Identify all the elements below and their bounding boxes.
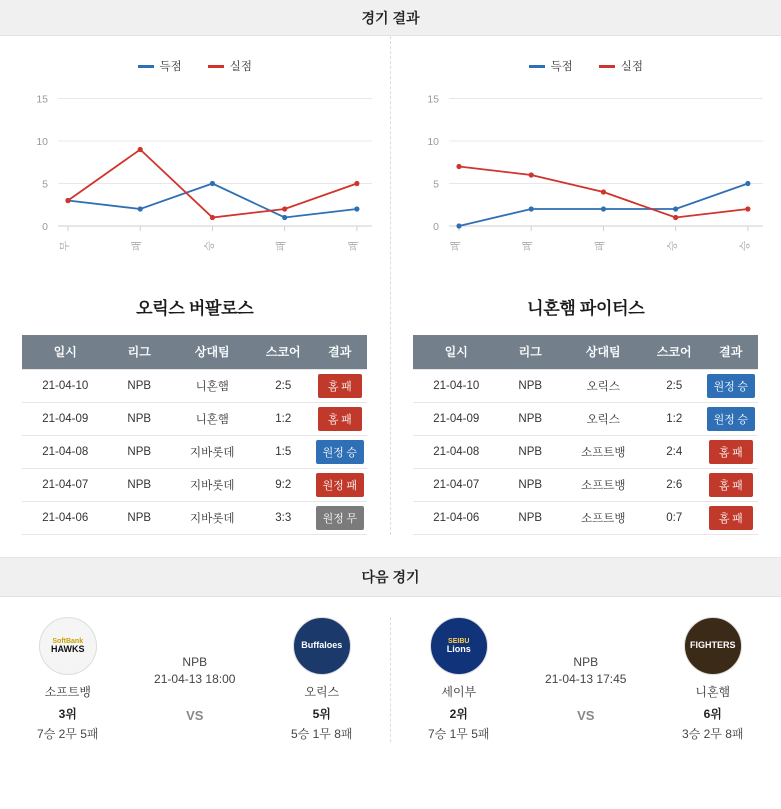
result-score: 2:5	[254, 369, 312, 402]
result-league: NPB	[108, 369, 170, 402]
table-row	[413, 402, 758, 435]
result-cell	[703, 402, 758, 435]
legend-swatch-scored-icon	[529, 65, 545, 68]
legend-label-conceded: 실점	[229, 61, 252, 73]
result-opponent: 소프트뱅	[561, 501, 645, 534]
result-league: NPB	[499, 402, 561, 435]
svg-text:패: 패	[521, 240, 534, 252]
status-badge: 홈 패	[318, 374, 362, 398]
result-date: 21-04-10	[413, 369, 499, 402]
team-panels	[0, 36, 781, 535]
svg-text:승: 승	[666, 240, 679, 252]
result-league: NPB	[108, 501, 170, 534]
team-rank: 6위	[703, 706, 722, 721]
result-score: 1:2	[254, 402, 312, 435]
vs-label: VS	[577, 707, 595, 723]
vs-label: VS	[186, 707, 204, 723]
result-opponent: 소프트뱅	[561, 468, 645, 501]
svg-text:패: 패	[593, 240, 606, 252]
next-game-right[interactable]	[391, 617, 781, 742]
chart-right	[391, 76, 781, 276]
result-score: 2:4	[645, 435, 703, 468]
result-date: 21-04-08	[413, 435, 499, 468]
next-games-section-title: 다음 경기	[361, 568, 420, 585]
legend-item-conceded	[599, 58, 643, 74]
table-header-row	[22, 335, 367, 369]
legend-swatch-scored-icon	[138, 65, 154, 68]
svg-text:무: 무	[59, 240, 71, 252]
col-header-result: 결과	[312, 335, 367, 369]
status-badge: 원정 무	[316, 506, 364, 530]
next-game-meta	[523, 617, 649, 723]
table-row	[413, 435, 758, 468]
status-badge: 원정 승	[316, 440, 364, 464]
legend-item-scored	[138, 58, 182, 74]
team-record: 3승 2무 8패	[682, 726, 744, 741]
team-record: 7승 2무 5패	[37, 726, 99, 741]
col-header-score: 스코어	[254, 335, 312, 369]
team-logo-icon: SEIBU Lions	[430, 617, 488, 675]
results-table-left	[22, 335, 367, 535]
status-badge: 원정 승	[707, 407, 755, 431]
team-name: 세이부	[441, 684, 477, 699]
team-logo-icon: SoftBank HAWKS	[39, 617, 97, 675]
table-header-row	[413, 335, 758, 369]
team-rank: 3위	[58, 706, 77, 721]
result-score: 1:5	[254, 435, 312, 468]
league-label: NPB	[573, 654, 599, 669]
result-date: 21-04-07	[22, 468, 108, 501]
team-record: 7승 1무 5패	[428, 726, 490, 741]
team-logo-icon: FIGHTERS	[684, 617, 742, 675]
svg-text:패: 패	[449, 240, 462, 252]
svg-text:5: 5	[42, 178, 48, 191]
col-header-league: 리그	[499, 335, 561, 369]
chart-left	[0, 76, 390, 276]
result-cell	[312, 501, 367, 534]
status-badge: 홈 패	[709, 473, 753, 497]
next-game-left[interactable]	[0, 617, 391, 742]
svg-text:5: 5	[432, 178, 439, 191]
team-rank: 2위	[449, 706, 468, 721]
svg-text:패: 패	[131, 240, 144, 252]
table-row	[22, 402, 367, 435]
result-score: 9:2	[254, 468, 312, 501]
svg-text:패: 패	[275, 240, 288, 252]
svg-text:15: 15	[426, 93, 439, 106]
result-league: NPB	[499, 501, 561, 534]
team-rank: 5위	[312, 706, 331, 721]
result-score: 3:3	[254, 501, 312, 534]
result-cell	[703, 369, 758, 402]
col-header-league: 리그	[108, 335, 170, 369]
result-score: 1:2	[645, 402, 703, 435]
result-cell	[312, 369, 367, 402]
result-league: NPB	[499, 369, 561, 402]
team-record: 5승 1무 8패	[291, 726, 353, 741]
result-cell	[312, 402, 367, 435]
team-name: 소프트뱅	[44, 684, 91, 699]
team-logo-icon: Buffaloes	[293, 617, 351, 675]
result-date: 21-04-09	[413, 402, 499, 435]
team-name: 니혼햄	[695, 684, 731, 699]
table-row	[22, 435, 367, 468]
line-chart-oryx	[0, 76, 390, 276]
svg-text:10: 10	[36, 136, 48, 148]
svg-text:10: 10	[426, 136, 439, 148]
result-league: NPB	[108, 435, 170, 468]
svg-text:패: 패	[347, 240, 360, 252]
col-header-score: 스코어	[645, 335, 703, 369]
team-panel-right	[391, 36, 781, 535]
legend-item-conceded	[208, 58, 252, 74]
col-header-date: 일시	[22, 335, 108, 369]
result-date: 21-04-08	[22, 435, 108, 468]
svg-text:15: 15	[36, 93, 48, 106]
results-table-body-right	[413, 369, 758, 534]
result-score: 2:5	[645, 369, 703, 402]
team-title-left: 오릭스 버팔로스	[136, 299, 254, 318]
result-league: NPB	[108, 402, 170, 435]
status-badge: 원정 패	[316, 473, 364, 497]
next-games	[0, 597, 781, 742]
table-row	[413, 369, 758, 402]
chart-legend-right	[391, 36, 781, 76]
col-header-result: 결과	[703, 335, 758, 369]
status-badge: 홈 패	[318, 407, 362, 431]
legend-swatch-conceded-icon	[599, 65, 615, 68]
legend-label-scored: 득점	[550, 61, 573, 73]
results-section-header	[0, 0, 781, 36]
result-opponent: 지바롯데	[170, 435, 254, 468]
match-datetime: 21-04-13 17:45	[545, 671, 627, 686]
result-date: 21-04-10	[22, 369, 108, 402]
result-opponent: 오릭스	[561, 402, 645, 435]
table-row	[22, 501, 367, 534]
col-header-date: 일시	[413, 335, 499, 369]
result-opponent: 니혼햄	[170, 402, 254, 435]
league-label: NPB	[182, 654, 208, 669]
status-badge: 원정 승	[707, 374, 755, 398]
results-table-right	[413, 335, 758, 535]
col-header-opponent: 상대팀	[170, 335, 254, 369]
result-opponent: 지바롯데	[170, 468, 254, 501]
team-title-right: 니혼햄 파이터스	[527, 299, 645, 318]
result-cell	[312, 435, 367, 468]
next-game-away-team[interactable]	[649, 617, 777, 742]
table-row	[413, 468, 758, 501]
team-name: 오릭스	[304, 684, 340, 699]
legend-label-scored: 득점	[159, 61, 182, 73]
svg-text:승: 승	[203, 240, 216, 252]
result-score: 2:6	[645, 468, 703, 501]
result-league: NPB	[108, 468, 170, 501]
result-opponent: 소프트뱅	[561, 435, 645, 468]
legend-item-scored	[529, 58, 573, 74]
result-date: 21-04-09	[22, 402, 108, 435]
result-opponent: 오릭스	[561, 369, 645, 402]
results-section-title: 경기 결과	[361, 9, 420, 26]
next-game-away-team[interactable]	[258, 617, 386, 742]
result-league: NPB	[499, 435, 561, 468]
next-game-meta	[132, 617, 258, 723]
result-opponent: 지바롯데	[170, 501, 254, 534]
results-table-body-left	[22, 369, 367, 534]
next-games-section-header	[0, 557, 781, 597]
result-date: 21-04-06	[413, 501, 499, 534]
result-opponent: 니혼햄	[170, 369, 254, 402]
next-game-home-team[interactable]	[4, 617, 132, 742]
team-panel-left	[0, 36, 391, 535]
status-badge: 홈 패	[709, 506, 753, 530]
legend-label-conceded: 실점	[620, 61, 643, 73]
next-game-home-team[interactable]	[395, 617, 523, 742]
line-chart-nihonham	[391, 76, 781, 276]
table-row	[22, 369, 367, 402]
legend-swatch-conceded-icon	[208, 65, 224, 68]
svg-text:0: 0	[432, 221, 439, 233]
result-date: 21-04-06	[22, 501, 108, 534]
svg-text:승: 승	[738, 240, 751, 252]
result-score: 0:7	[645, 501, 703, 534]
result-date: 21-04-07	[413, 468, 499, 501]
result-cell	[703, 435, 758, 468]
match-datetime: 21-04-13 18:00	[154, 671, 236, 686]
table-row	[22, 468, 367, 501]
result-cell	[703, 501, 758, 534]
result-cell	[703, 468, 758, 501]
status-badge: 홈 패	[709, 440, 753, 464]
chart-legend-left	[0, 36, 390, 76]
result-cell	[312, 468, 367, 501]
svg-text:0: 0	[42, 221, 48, 233]
col-header-opponent: 상대팀	[561, 335, 645, 369]
table-row	[413, 501, 758, 534]
result-league: NPB	[499, 468, 561, 501]
